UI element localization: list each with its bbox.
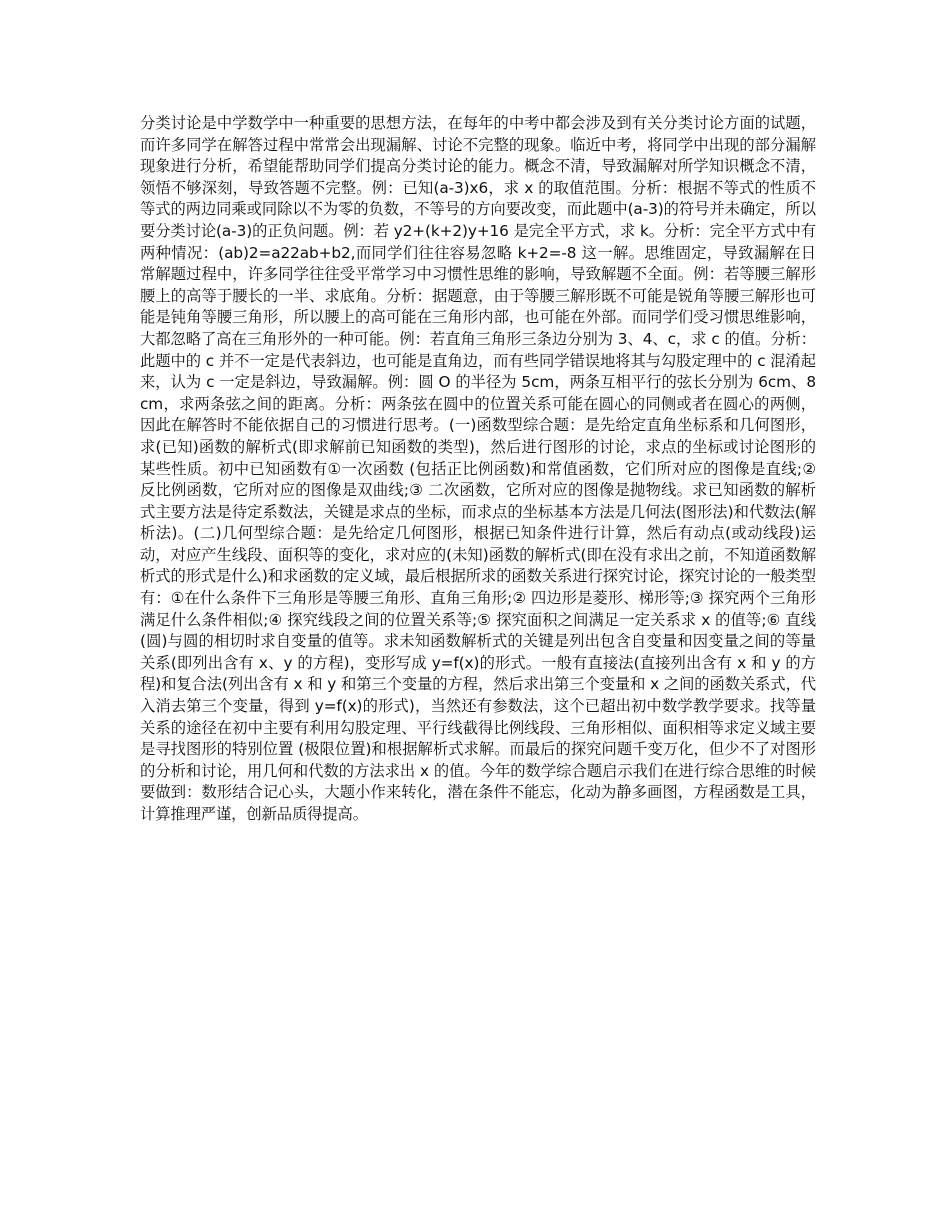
document-body bbox=[140, 113, 816, 826]
body-paragraph: 分类讨论是中学数学中一种重要的思想方法，在每年的中考中都会涉及到有关分类讨论方面的试题，而许多同学在解答过程中常常会出现漏解、讨论不完整的现象。临近中考，将同学中出现的部分漏解现象进行分析，希望能帮助同学们提高分类讨论的能力。概念不清，导致漏解对所学知识概念不清，领悟不够深刻，导致答题不完整。例：已知(a-3)x6，求 x 的取值范围。分析：根据不等式的性质不等式的两边同乘或同除以不为零的负数，不等号的方向要改变，而此题中(a-3)的符号并未确定，所以要分类讨论(a-3)的正负问题。例：若 y2+(k+2)y+16 是完全平方式，求 k。分析：完全平方式中有两种情况：(ab)2=a22ab+b2,而同学们往往容易忽略 k+2=-8 这一解。思维固定，导致漏解在日常解题过程中，许多同学往往受平常学习中习惯性思维的影响，导致解题不全面。例：若等腰三解形腰上的高等于腰长的一半、求底角。分析：据题意，由于等腰三解形既不可能是锐角等腰三解形也可能是钝角等腰三角形，所以腰上的高可能在三角形内部，也可能在外部。而同学们受习惯思维影响，大都忽略了高在三角形外的一种可能。例：若直角三角形三条边分别为 3、4、c，求 c 的值。分析：此题中的 c 并不一定是代表斜边，也可能是直角边，而有些同学错误地将其与勾股定理中的 c 混淆起来，认为 c 一定是斜边，导致漏解。例：圆 O 的半径为 5cm，两条互相平行的弦长分别为 6cm、8cm，求两条弦之间的距离。分析：两条弦在圆中的位置关系可能在圆心的同侧或者在圆心的两侧，因此在解答时不能依据自己的习惯进行思考。(一)函数型综合题：是先给定直角坐标系和几何图形，求(已知)函数的解析式(即求解前已知函数的类型)，然后进行图形的讨论，求点的坐标或讨论图形的某些性质。初中已知函数有①一次函数 (包括正比例函数)和常值函数，它们所对应的图像是直线;② 反比例函数，它所对应的图像是双曲线;③ 二次函数，它所对应的图像是抛物线。求已知函数的解析式主要方法是待定系数法，关键是求点的坐标，而求点的坐标基本方法是几何法(图形法)和代数法(解析法)。(二)几何型综合题：是先给定几何图形，根据已知条件进行计算，然后有动点(或动线段)运动，对应产生线段、面积等的变化，求对应的(未知)函数的解析式(即在没有求出之前，不知道函数解析式的形式是什么)和求函数的定义域，最后根据所求的函数关系进行探究讨论，探究讨论的一般类型有：①在什么条件下三角形是等腰三角形、直角三角形;② 四边形是菱形、梯形等;③ 探究两个三角形满足什么条件相似;④ 探究线段之间的位置关系等;⑤ 探究面积之间满足一定关系求 x 的值等;⑥ 直线(圆)与圆的相切时求自变量的值等。求未知函数解析式的关键是列出包含自变量和因变量之间的等量关系(即列出含有 x、y 的方程)，变形写成 y=f(x)的形式。一般有直接法(直接列出含有 x 和 y 的方程)和复合法(列出含有 x 和 y 和第三个变量的方程，然后求出第三个变量和 x 之间的函数关系式，代入消去第三个变量，得到 y=f(x)的形式)，当然还有参数法，这个已超出初中数学教学要求。找等量关系的途径在初中主要有利用勾股定理、平行线截得比例线段、三角形相似、面积相等求定义域主要是寻找图形的特别位置 (极限位置)和根据解析式求解。而最后的探究问题千变万化，但少不了对图形的分析和讨论，用几何和代数的方法求出 x 的值。今年的数学综合题启示我们在进行综合思维的时候要做到：数形结合记心头，大题小作来转化，潜在条件不能忘，化动为静多画图，方程函数是工具，计算推理严谨，创新品质得提高。 bbox=[140, 114, 816, 823]
